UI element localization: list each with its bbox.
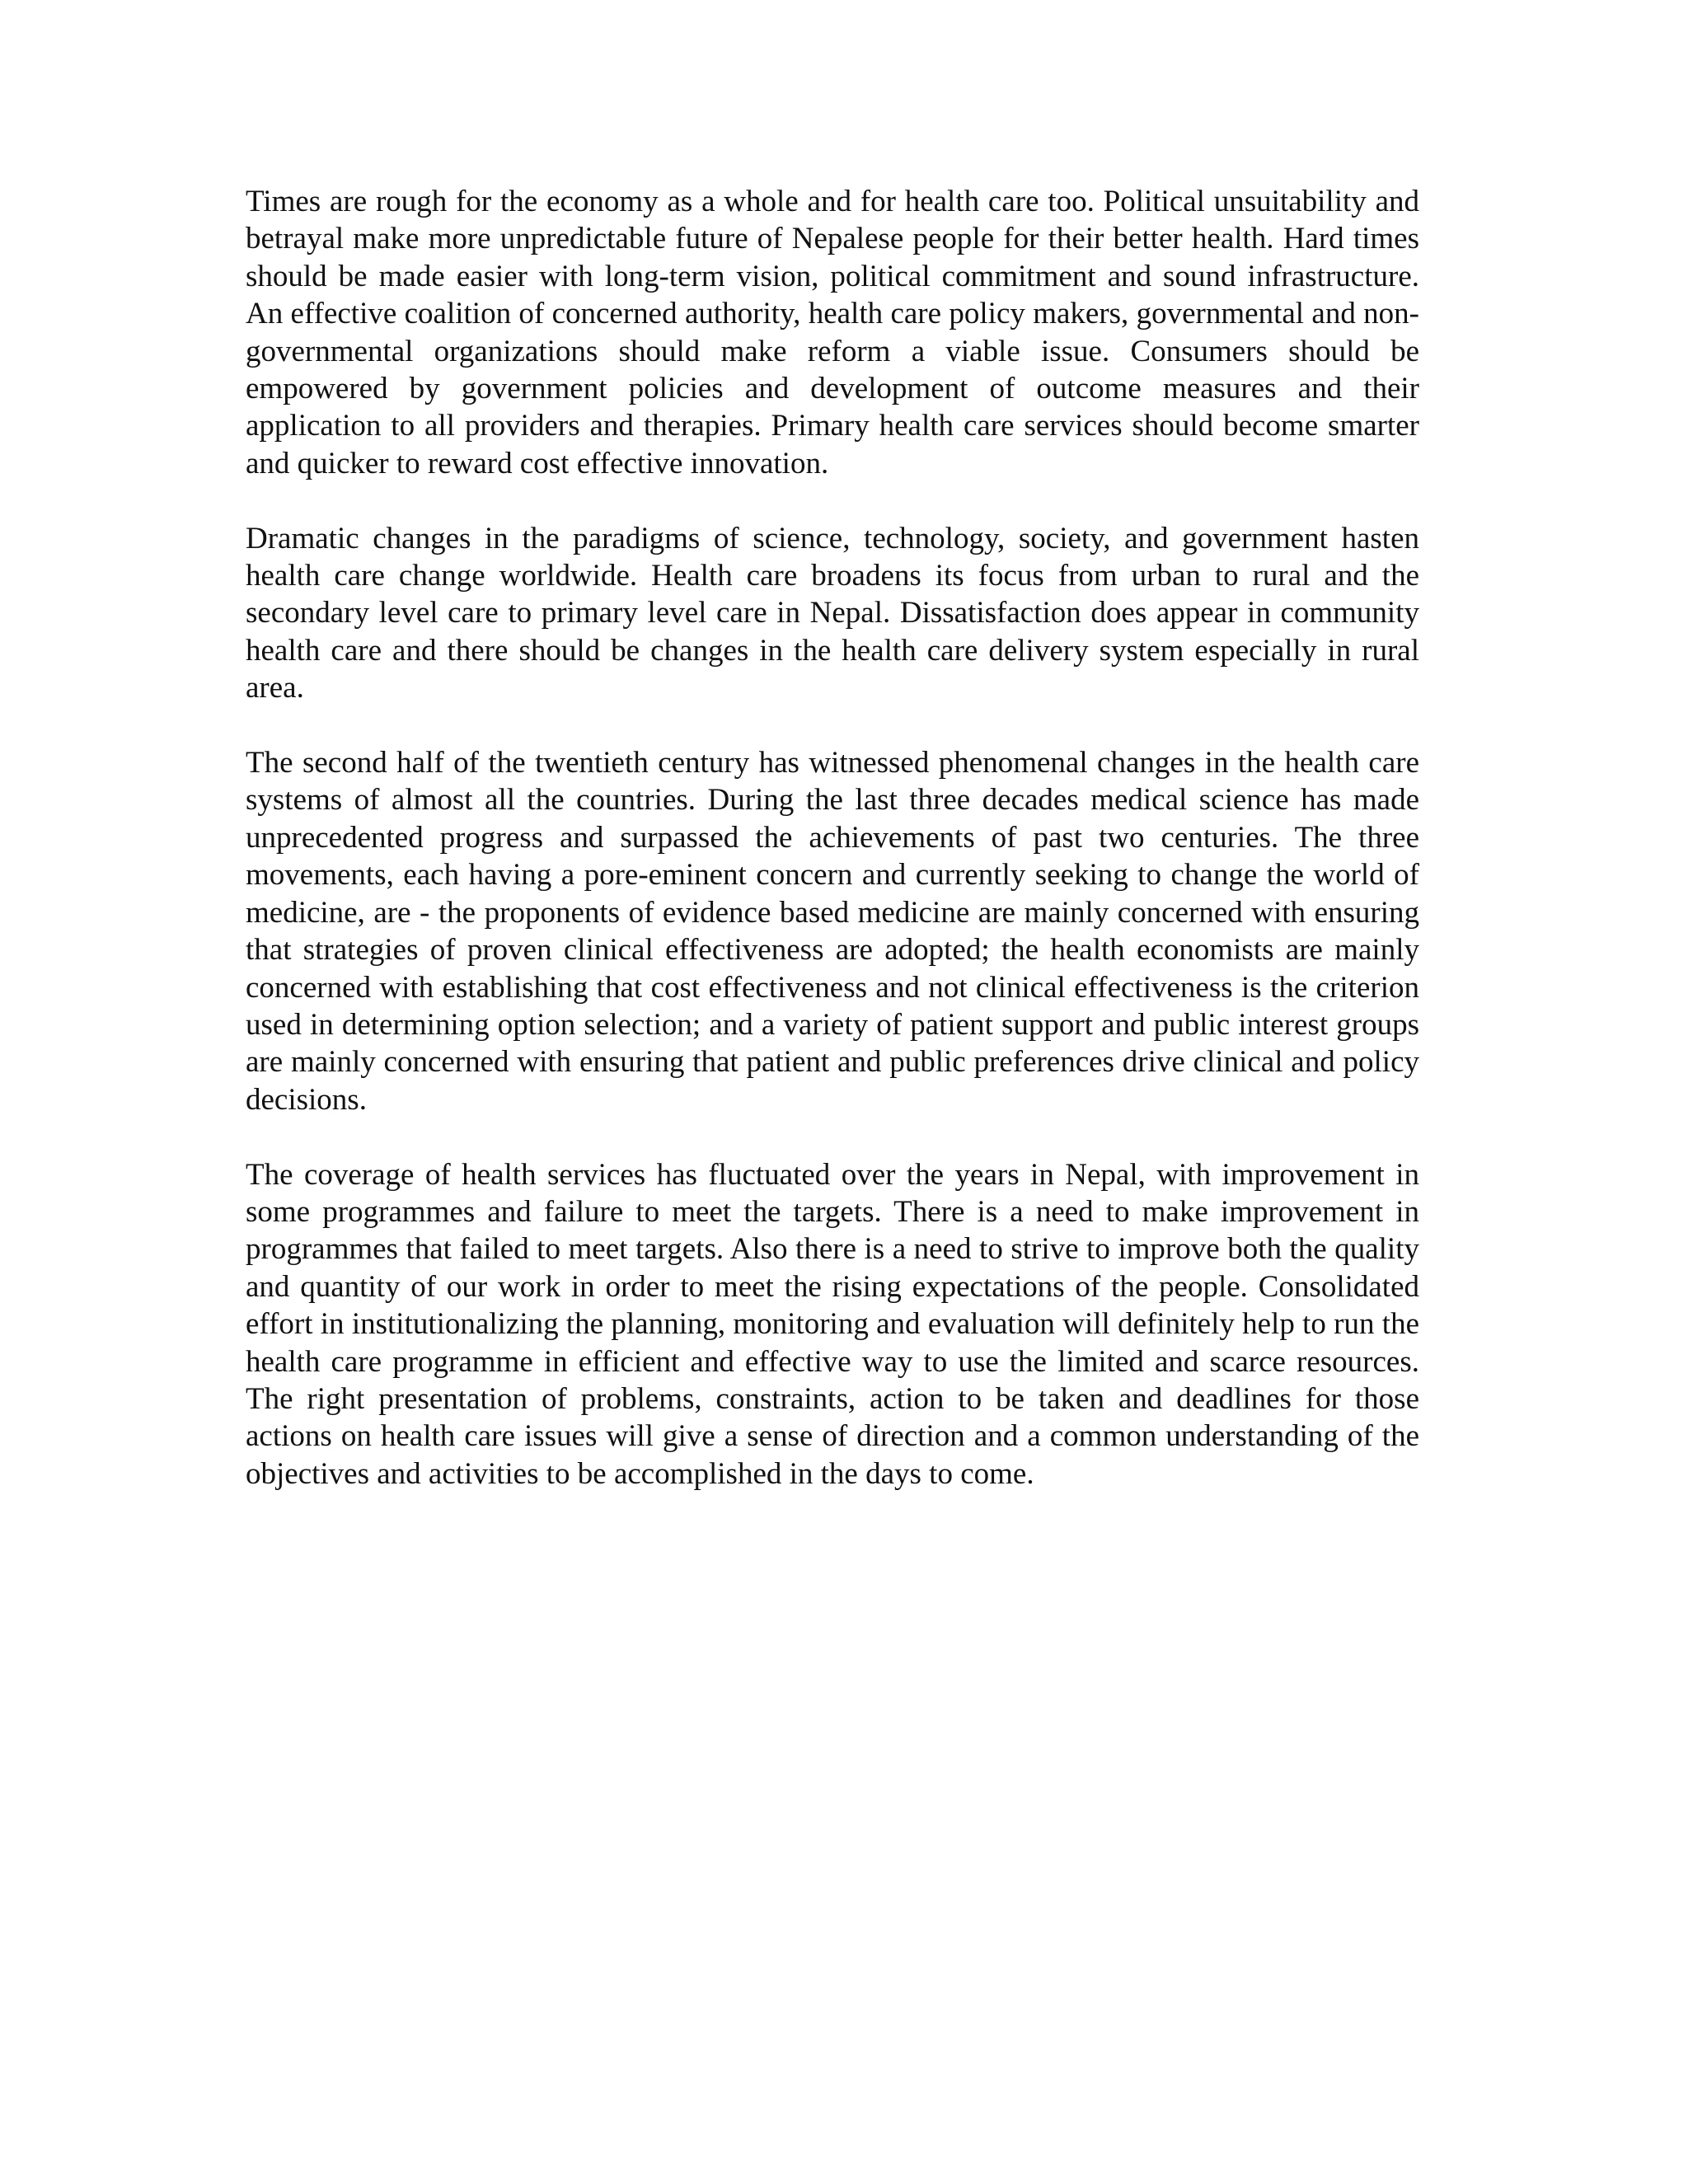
paragraph-4: The coverage of health services has fluctuated over the years in Nepal, with improvement in some programmes and failure to meet the targets. There is a need to make improvement in programmes that failed to meet targets. Also there is a need to strive to improve both the quality and quantity of our work in order to meet the rising expectations of the people. Consolidated effort in institutionalizing the planning, monitoring and evaluation will definitely help to run the health care programme in efficient and effective way to use the limited and scarce resources. The right presentation of problems, constraints, action to be taken and deadlines for those actions on health care issues will give a sense of direction and a common understanding of the objectives and activities to be accomplished in the days to come. [246,1157,1419,1491]
paragraph-1: Times are rough for the economy as a whole and for health care too. Political unsuitability and betrayal make more unpredictable future of Nepalese people for their better health. Hard times should be made easier with long-term vision, political commitment and sound infrastructure. An effective coalition of concerned authority, health care policy makers, governmental and non-governmental organizations should make reform a viable issue. Consumers should be empowered by government policies and development of outcome measures and their application to all providers and therapies. Primary health care services should become smarter and quicker to reward cost effective innovation. [246,185,1419,480]
paragraph-2: Dramatic changes in the paradigms of science, technology, society, and government hasten health care change worldwide. Health care broadens its focus from urban to rural and the secondary level care to primary level care in Nepal. Dissatisfaction does appear in community health care and there should be changes in the health care delivery system especially in rural area. [246,521,1419,705]
body-text [246,183,1419,1530]
paragraph-3: The second half of the twentieth century has witnessed phenomenal changes in the health care systems of almost all the countries. During the last three decades medical science has made unprecedented progress and surpassed the achievements of past two centuries. The three movements, each having a pore-eminent concern and currently seeking to change the world of medicine, are - the proponents of evidence based medicine are mainly concerned with ensuring that strategies of proven clinical effectiveness are adopted; the health economists are mainly concerned with establishing that cost effectiveness and not clinical effectiveness is the criterion used in determining option selection; and a variety of patient support and public interest groups are mainly concerned with ensuring that patient and public preferences drive clinical and policy decisions. [246,746,1419,1117]
